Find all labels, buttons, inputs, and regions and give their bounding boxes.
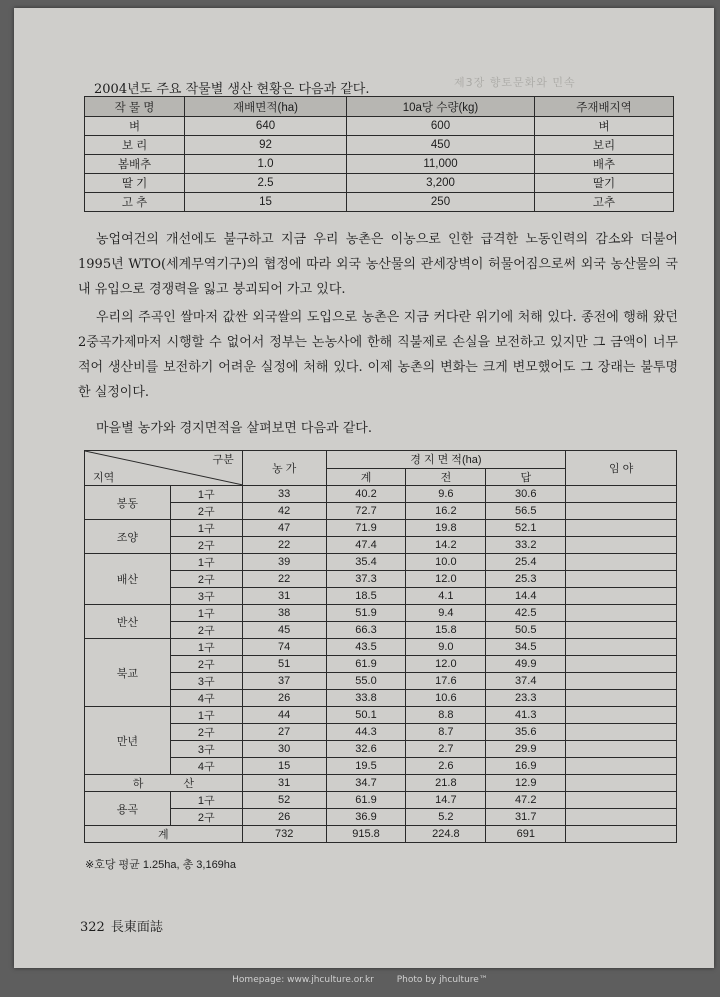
value-cell: 8.7 bbox=[406, 724, 486, 741]
crop-cell: 봄배추 bbox=[85, 155, 185, 174]
crop-production-table bbox=[84, 96, 674, 212]
crop-table-row bbox=[85, 193, 674, 212]
forest-cell bbox=[566, 826, 677, 843]
corner-top-label: 구분 bbox=[212, 454, 234, 466]
village-name: 반산 bbox=[85, 605, 171, 639]
forest-cell bbox=[566, 537, 677, 554]
value-cell: 55.0 bbox=[326, 673, 406, 690]
table-row bbox=[85, 690, 677, 707]
value-cell: 44.3 bbox=[326, 724, 406, 741]
crop-table-row bbox=[85, 155, 674, 174]
header-paddy: 답 bbox=[486, 468, 566, 486]
table-corner-cell bbox=[85, 451, 243, 486]
forest-cell bbox=[566, 707, 677, 724]
value-cell: 12.0 bbox=[406, 571, 486, 588]
forest-cell bbox=[566, 520, 677, 537]
value-cell: 36.9 bbox=[326, 809, 406, 826]
value-cell: 51 bbox=[242, 656, 326, 673]
value-cell: 34.7 bbox=[326, 775, 406, 792]
table-row bbox=[85, 520, 677, 537]
crop-cell: 딸 기 bbox=[85, 174, 185, 193]
ward-label: 4구 bbox=[170, 690, 242, 707]
table-row bbox=[85, 639, 677, 656]
value-cell: 26 bbox=[242, 690, 326, 707]
forest-cell bbox=[566, 486, 677, 503]
value-cell: 19.5 bbox=[326, 758, 406, 775]
header-area: 재배면적(ha) bbox=[185, 97, 347, 117]
crop-table-row bbox=[85, 174, 674, 193]
book-title: 長東面誌 bbox=[110, 920, 163, 935]
paragraph-1 bbox=[78, 227, 678, 302]
table-row bbox=[85, 707, 677, 724]
total-value-cell: 732 bbox=[242, 826, 326, 843]
table-row bbox=[85, 792, 677, 809]
header-region: 주재배지역 bbox=[535, 97, 674, 117]
forest-cell bbox=[566, 724, 677, 741]
forest-cell bbox=[566, 605, 677, 622]
crop-cell: 벼 bbox=[85, 117, 185, 136]
crop-table-row bbox=[85, 136, 674, 155]
ward-label: 2구 bbox=[170, 656, 242, 673]
village-name: 배산 bbox=[85, 554, 171, 605]
value-cell: 61.9 bbox=[326, 792, 406, 809]
ward-label: 3구 bbox=[170, 588, 242, 605]
ward-label: 2구 bbox=[170, 571, 242, 588]
value-cell: 37.3 bbox=[326, 571, 406, 588]
crop-cell: 640 bbox=[185, 117, 347, 136]
value-cell: 41.3 bbox=[486, 707, 566, 724]
table-row bbox=[85, 503, 677, 520]
total-label: 계 bbox=[85, 826, 243, 843]
table-row bbox=[85, 758, 677, 775]
value-cell: 35.4 bbox=[326, 554, 406, 571]
table-row bbox=[85, 622, 677, 639]
ward-label: 4구 bbox=[170, 758, 242, 775]
value-cell: 25.4 bbox=[486, 554, 566, 571]
value-cell: 47.2 bbox=[486, 792, 566, 809]
table-row-hasan bbox=[85, 775, 677, 792]
value-cell: 26 bbox=[242, 809, 326, 826]
photo-by-credit: Photo by jhculture™ bbox=[396, 975, 488, 985]
value-cell: 61.9 bbox=[326, 656, 406, 673]
crop-cell: 보리 bbox=[535, 136, 674, 155]
value-cell: 66.3 bbox=[326, 622, 406, 639]
hasan-char-2: 산 bbox=[183, 778, 194, 790]
value-cell: 2.6 bbox=[406, 758, 486, 775]
value-cell: 22 bbox=[242, 571, 326, 588]
crop-cell: 1.0 bbox=[185, 155, 347, 174]
value-cell: 35.6 bbox=[486, 724, 566, 741]
crop-cell: 92 bbox=[185, 136, 347, 155]
value-cell: 12.9 bbox=[486, 775, 566, 792]
village-name: 봉동 bbox=[85, 486, 171, 520]
table-row bbox=[85, 588, 677, 605]
crop-cell: 3,200 bbox=[346, 174, 534, 193]
value-cell: 17.6 bbox=[406, 673, 486, 690]
paragraph-3-text: 마을별 농가와 경지면적을 살펴보면 다음과 같다. bbox=[96, 421, 372, 436]
header-total: 계 bbox=[326, 468, 406, 486]
value-cell: 14.7 bbox=[406, 792, 486, 809]
forest-cell bbox=[566, 741, 677, 758]
forest-cell bbox=[566, 588, 677, 605]
value-cell: 51.9 bbox=[326, 605, 406, 622]
value-cell: 30 bbox=[242, 741, 326, 758]
forest-cell bbox=[566, 622, 677, 639]
value-cell: 27 bbox=[242, 724, 326, 741]
corner-bottom-label: 지역 bbox=[93, 472, 115, 484]
crop-cell: 600 bbox=[346, 117, 534, 136]
hasan-char-1: 하 bbox=[132, 778, 144, 790]
value-cell: 71.9 bbox=[326, 520, 406, 537]
crop-cell: 11,000 bbox=[346, 155, 534, 174]
header-crop-name: 작 물 명 bbox=[85, 97, 185, 117]
value-cell: 30.6 bbox=[486, 486, 566, 503]
value-cell: 4.1 bbox=[406, 588, 486, 605]
header-field: 전 bbox=[406, 468, 486, 486]
value-cell: 33 bbox=[242, 486, 326, 503]
crop-cell: 고 추 bbox=[85, 193, 185, 212]
value-cell: 15.8 bbox=[406, 622, 486, 639]
ward-label: 2구 bbox=[170, 537, 242, 554]
table-row-total bbox=[85, 826, 677, 843]
crop-cell: 보 리 bbox=[85, 136, 185, 155]
ward-label: 2구 bbox=[170, 622, 242, 639]
value-cell: 43.5 bbox=[326, 639, 406, 656]
value-cell: 21.8 bbox=[406, 775, 486, 792]
value-cell: 44 bbox=[242, 707, 326, 724]
crop-table-intro: 2004년도 주요 작물별 생산 현황은 다음과 같다. bbox=[94, 82, 370, 97]
value-cell: 19.8 bbox=[406, 520, 486, 537]
header-cultivated-area: 경 지 면 적(ha) bbox=[326, 451, 566, 469]
crop-cell: 15 bbox=[185, 193, 347, 212]
value-cell: 14.2 bbox=[406, 537, 486, 554]
value-cell: 16.2 bbox=[406, 503, 486, 520]
forest-cell bbox=[566, 571, 677, 588]
table-row bbox=[85, 724, 677, 741]
value-cell: 12.0 bbox=[406, 656, 486, 673]
forest-cell bbox=[566, 792, 677, 809]
forest-cell bbox=[566, 503, 677, 520]
total-value-cell: 915.8 bbox=[326, 826, 406, 843]
value-cell: 42 bbox=[242, 503, 326, 520]
photo-credit bbox=[0, 975, 720, 985]
value-cell: 37 bbox=[242, 673, 326, 690]
paragraph-1-text: 농업여건의 개선에도 불구하고 지금 우리 농촌은 이농으로 인한 급격한 노동인력의 감소와 더불어 1995년 WTO(세계무역기구)의 협정에 따라 외국 농산물의 관세장벽이 허물어짐으로써 외국 농산물의 국내 유입으로 경쟁력을 잃고 붕괴되어 가고 있다. bbox=[78, 232, 678, 297]
ward-label: 1구 bbox=[170, 554, 242, 571]
crop-cell: 2.5 bbox=[185, 174, 347, 193]
value-cell: 31 bbox=[242, 775, 326, 792]
ward-label: 2구 bbox=[170, 724, 242, 741]
value-cell: 40.2 bbox=[326, 486, 406, 503]
value-cell: 52 bbox=[242, 792, 326, 809]
table-footnote: ※호당 평균 1.25ha, 총 3,169ha bbox=[85, 859, 237, 871]
value-cell: 49.9 bbox=[486, 656, 566, 673]
value-cell: 10.0 bbox=[406, 554, 486, 571]
ward-label: 1구 bbox=[170, 792, 242, 809]
value-cell: 25.3 bbox=[486, 571, 566, 588]
page-footer bbox=[80, 916, 163, 935]
value-cell: 2.7 bbox=[406, 741, 486, 758]
forest-cell bbox=[566, 656, 677, 673]
value-cell: 8.8 bbox=[406, 707, 486, 724]
table-row bbox=[85, 741, 677, 758]
value-cell: 74 bbox=[242, 639, 326, 656]
ward-label: 3구 bbox=[170, 741, 242, 758]
table-row bbox=[85, 673, 677, 690]
forest-cell bbox=[566, 690, 677, 707]
value-cell: 31.7 bbox=[486, 809, 566, 826]
value-cell: 50.5 bbox=[486, 622, 566, 639]
value-cell: 29.9 bbox=[486, 741, 566, 758]
value-cell: 5.2 bbox=[406, 809, 486, 826]
value-cell: 10.6 bbox=[406, 690, 486, 707]
crop-cell: 벼 bbox=[535, 117, 674, 136]
forest-cell bbox=[566, 639, 677, 656]
value-cell: 45 bbox=[242, 622, 326, 639]
table-row bbox=[85, 554, 677, 571]
value-cell: 56.5 bbox=[486, 503, 566, 520]
homepage-credit: Homepage: www.jhculture.or.kr bbox=[232, 975, 374, 985]
table-row bbox=[85, 571, 677, 588]
value-cell: 23.3 bbox=[486, 690, 566, 707]
value-cell: 50.1 bbox=[326, 707, 406, 724]
village-name: 조양 bbox=[85, 520, 171, 554]
value-cell: 33.2 bbox=[486, 537, 566, 554]
value-cell: 42.5 bbox=[486, 605, 566, 622]
table-row bbox=[85, 486, 677, 503]
table-row bbox=[85, 605, 677, 622]
header-farm-households: 농 가 bbox=[242, 451, 326, 486]
forest-cell bbox=[566, 809, 677, 826]
village-table-body bbox=[85, 486, 677, 843]
value-cell: 16.9 bbox=[486, 758, 566, 775]
village-name: 북교 bbox=[85, 639, 171, 707]
crop-cell: 250 bbox=[346, 193, 534, 212]
value-cell: 14.4 bbox=[486, 588, 566, 605]
crop-table-row bbox=[85, 117, 674, 136]
ward-label: 1구 bbox=[170, 605, 242, 622]
crop-table-header-row bbox=[85, 97, 674, 117]
value-cell: 34.5 bbox=[486, 639, 566, 656]
total-value-cell: 691 bbox=[486, 826, 566, 843]
page-number: 322 bbox=[80, 920, 105, 935]
total-value-cell: 224.8 bbox=[406, 826, 486, 843]
value-cell: 31 bbox=[242, 588, 326, 605]
ward-label: 3구 bbox=[170, 673, 242, 690]
village-name: 용곡 bbox=[85, 792, 171, 826]
ward-label: 1구 bbox=[170, 520, 242, 537]
ward-label: 2구 bbox=[170, 809, 242, 826]
table-row bbox=[85, 809, 677, 826]
value-cell: 15 bbox=[242, 758, 326, 775]
value-cell: 47.4 bbox=[326, 537, 406, 554]
value-cell: 38 bbox=[242, 605, 326, 622]
village-name-hasan bbox=[85, 775, 243, 792]
header-yield: 10a당 수량(kg) bbox=[346, 97, 534, 117]
crop-cell: 450 bbox=[346, 136, 534, 155]
forest-cell bbox=[566, 673, 677, 690]
value-cell: 33.8 bbox=[326, 690, 406, 707]
crop-cell: 딸기 bbox=[535, 174, 674, 193]
crop-table-body bbox=[85, 117, 674, 212]
ward-label: 1구 bbox=[170, 707, 242, 724]
value-cell: 32.6 bbox=[326, 741, 406, 758]
value-cell: 47 bbox=[242, 520, 326, 537]
value-cell: 9.0 bbox=[406, 639, 486, 656]
ward-label: 2구 bbox=[170, 503, 242, 520]
table-row bbox=[85, 537, 677, 554]
value-cell: 22 bbox=[242, 537, 326, 554]
paragraph-3 bbox=[78, 416, 678, 441]
value-cell: 9.4 bbox=[406, 605, 486, 622]
forest-cell bbox=[566, 758, 677, 775]
value-cell: 18.5 bbox=[326, 588, 406, 605]
table-row bbox=[85, 656, 677, 673]
village-name: 만년 bbox=[85, 707, 171, 775]
village-farmland-table bbox=[84, 450, 677, 843]
ward-label: 1구 bbox=[170, 486, 242, 503]
paragraph-2 bbox=[78, 305, 678, 405]
crop-cell: 고추 bbox=[535, 193, 674, 212]
header-forest: 임 야 bbox=[566, 451, 677, 486]
forest-cell bbox=[566, 554, 677, 571]
forest-cell bbox=[566, 775, 677, 792]
value-cell: 39 bbox=[242, 554, 326, 571]
value-cell: 9.6 bbox=[406, 486, 486, 503]
paragraph-2-text: 우리의 주곡인 쌀마저 값싼 외국쌀의 도입으로 농촌은 지금 커다란 위기에 처해 있다. 종전에 행해 왔던 2중곡가제마저 시행할 수 없어서 정부는 논농사에 한해 직불제로 손실을 보전하고 있지만 그 금액이 너무 적어 생산비를 보전하기 어려운 실정에 처해 있다. 이제 농촌의 변화는 크게 변모했어도 그 장래는 불투명한 실정이다. bbox=[78, 310, 678, 400]
value-cell: 52.1 bbox=[486, 520, 566, 537]
value-cell: 37.4 bbox=[486, 673, 566, 690]
running-header: 제3장 향토문화와 민속 bbox=[454, 76, 576, 89]
ward-label: 1구 bbox=[170, 639, 242, 656]
crop-cell: 배추 bbox=[535, 155, 674, 174]
value-cell: 72.7 bbox=[326, 503, 406, 520]
